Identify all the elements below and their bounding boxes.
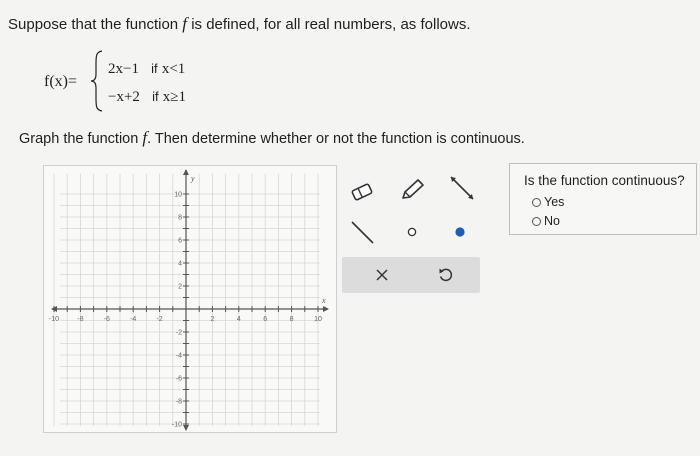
piece-2-if: if <box>152 89 159 104</box>
y-tick-label: -10 <box>171 421 182 429</box>
function-lhs: f(x)= <box>44 73 78 90</box>
y-tick-label: 8 <box>178 214 182 222</box>
undo-button[interactable] <box>428 260 464 290</box>
y-axis-arrow-down <box>183 425 189 431</box>
radio-no[interactable] <box>532 217 541 226</box>
graphing-canvas[interactable] <box>43 165 337 433</box>
line-segment-tool[interactable] <box>344 217 380 247</box>
question-text <box>8 14 471 34</box>
y-tick-label: -2 <box>175 329 182 337</box>
piece-2-expression: −x+2 <box>108 89 140 105</box>
option-no[interactable] <box>532 214 560 228</box>
eraser-icon <box>349 181 375 203</box>
line-tool[interactable] <box>444 173 480 203</box>
instruction-suffix: . Then determine whether or not the function is continuous. <box>147 131 525 147</box>
x-tick-label: -10 <box>48 316 60 323</box>
x-tick-label: -4 <box>130 316 137 323</box>
undo-icon <box>437 266 455 284</box>
question-suffix: is defined, for all real numbers, as follows. <box>187 16 471 33</box>
x-axis-arrow-right <box>323 306 329 312</box>
y-tick-label: 6 <box>178 237 182 245</box>
line-segment-icon <box>347 217 377 247</box>
option-yes[interactable] <box>532 195 564 209</box>
option-yes-label: Yes <box>544 195 565 209</box>
graph-action-bar <box>342 257 480 293</box>
y-tick-label: 2 <box>178 283 182 291</box>
piece-1-if: if <box>151 61 158 76</box>
pencil-icon <box>398 177 426 203</box>
y-tick-label: 4 <box>178 260 182 268</box>
open-point-icon <box>402 222 422 242</box>
x-tick-label: -6 <box>103 316 110 323</box>
x-tick-label: -2 <box>156 316 163 323</box>
option-no-label: No <box>544 214 560 228</box>
function-name: f <box>182 14 188 33</box>
line-tool-icon <box>447 173 477 203</box>
piece-1-condition: x<1 <box>161 61 186 77</box>
y-tick-label: -8 <box>175 398 182 406</box>
y-tick-label: -4 <box>175 352 182 360</box>
piece-2-condition: x≥1 <box>162 89 186 105</box>
piece-1-expression: 2x−1 <box>108 61 139 77</box>
x-tick-label: -8 <box>77 316 84 323</box>
open-point-tool[interactable] <box>394 217 430 247</box>
radio-yes[interactable] <box>532 198 541 207</box>
x-tick-label: 10 <box>314 316 322 323</box>
x-tick-label: 8 <box>289 316 294 323</box>
y-tick-label: 10 <box>174 191 182 199</box>
closed-point-icon <box>450 222 470 242</box>
y-axis-arrow-up <box>183 169 189 175</box>
x-icon <box>374 267 390 283</box>
y-tick-label: -6 <box>175 375 182 383</box>
question-prefix: Suppose that the function <box>8 16 183 33</box>
piece-row-1 <box>108 60 185 78</box>
y-axis-label: y <box>191 174 195 183</box>
x-tick-label: 4 <box>236 316 241 323</box>
instruction-prefix: Graph the function <box>19 131 143 147</box>
continuity-question: Is the function continuous? <box>524 173 685 188</box>
coordinate-plane[interactable] <box>44 166 336 432</box>
instruction-text <box>19 128 525 148</box>
piecewise-brace <box>90 50 104 112</box>
clear-button[interactable] <box>364 260 400 290</box>
pencil-tool[interactable] <box>394 175 430 205</box>
piece-row-2 <box>108 88 186 106</box>
x-axis-label: x <box>322 296 326 305</box>
instruction-function-name: f <box>142 128 148 147</box>
x-tick-label: 6 <box>263 316 268 323</box>
continuity-question-box <box>509 163 697 235</box>
eraser-tool[interactable] <box>344 177 380 207</box>
graph-toolbar <box>336 165 496 305</box>
closed-point-tool[interactable] <box>442 217 478 247</box>
x-tick-label: 2 <box>210 316 215 323</box>
